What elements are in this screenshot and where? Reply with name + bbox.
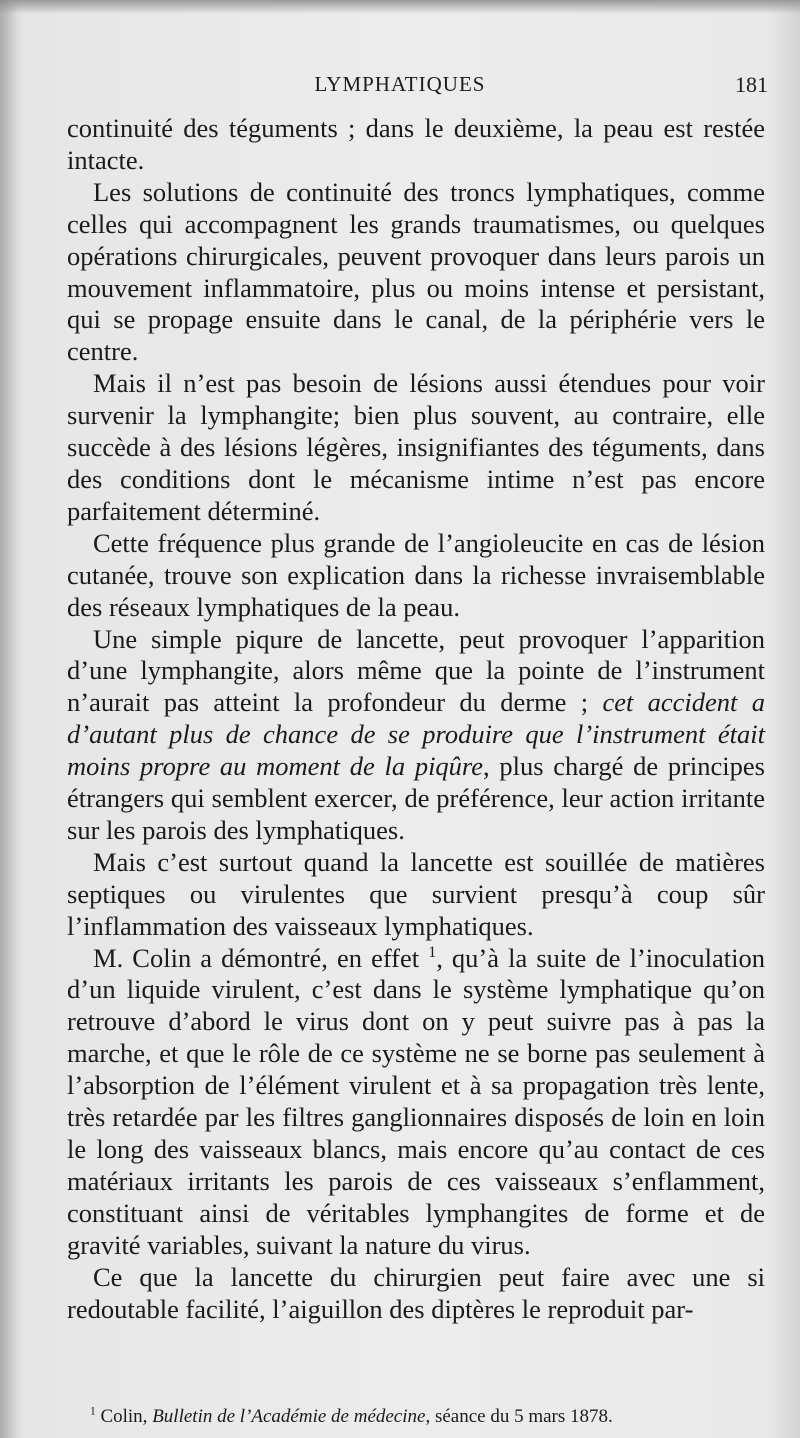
paragraph-text: M. Colin a démontré, en effet: [93, 942, 429, 973]
paragraph-dipteres: Ce que la lancette du chirurgien peut faire avec une si redoutable facilité, l’aiguillon des diptères le reproduit par-: [67, 1261, 765, 1324]
footnote-mark: 1: [90, 1405, 96, 1418]
paragraph-text: , qu’à la suite de l’inoculation d’un liquide virulent, c’est dans le système lymphatique qu’on retrouve d’abord le virus dont on y peut suivre pas à pas la marche, et que le rôle de ce système ne se borne pas seulement à l’absorption de l’élément virulent et à sa propagation très lente, très retardée par les filtres ganglionnaires disposés de loin en loin le long des vaisseaux blancs, mais encore qu’au contact de ces matériaux irritants les parois de ces vaisseaux s’enflamment, constituant ainsi de véritables lymphangites de forme et de gravité variables, suivant la nature du virus.: [67, 942, 766, 1260]
paragraph-colin: [67, 943, 765, 1262]
paragraph-continuation: continuité des téguments ; dans le deuxième, la peau est restée intacte.: [67, 113, 765, 175]
paragraph-text: , plus chargé de principes étrangers qui semblent exercer, de préférence, leur action irritante sur les parois des lymphatiques.: [67, 751, 765, 845]
scan-shadow-top: [0, 0, 800, 14]
footnote-reference: 1: [428, 943, 437, 961]
paragraph-piqure-lancette: [67, 624, 765, 847]
scan-shadow-left: [0, 0, 18, 1438]
footnote-journal: Bulletin de l’Académie de médecine: [152, 1406, 426, 1427]
footnote-author: Colin,: [100, 1406, 153, 1427]
footnote: [90, 1404, 770, 1430]
paragraph-text: Une simple piqure de lancette, peut provoquer l’apparition d’une lymphangite, alors même que la pointe de l’instrument n’aurait pas atteint la profondeur du derme ;: [67, 623, 765, 718]
paragraph-lancette-souillee: Mais c’est surtout quand la lancette est souillée de matières septiques ou virulentes que survient presqu’à coup sûr l’inflammation des vaisseaux lymphatiques.: [67, 846, 765, 941]
running-title: LYMPHATIQUES: [314, 72, 486, 96]
page-number: 181: [735, 72, 768, 97]
running-head: [0, 72, 800, 106]
body-text: [67, 113, 765, 1325]
italic-passage: cet accident a d’autant plus de chance de se produire que l’instrument était moins propre au moment de la piqûre: [67, 687, 765, 782]
footnote-details: , séance du 5 mars 1878.: [425, 1406, 613, 1427]
paragraph-frequence: Cette fréquence plus grande de l’angioleucite en cas de lésion cutanée, trouve son explication dans la richesse invraisemblable des réseaux lymphatiques de la peau.: [67, 527, 765, 622]
paragraph-solutions-continuite: Les solutions de continuité des troncs lymphatiques, comme celles qui accompagnent les grands traumatismes, ou quelques opérations chirurgicales, peuvent provoquer dans leurs parois un mouvement inflammatoire, plus ou moins intense et persistant, qui se propage ensuite dans le canal, de la périphérie vers le centre.: [67, 176, 765, 367]
paragraph-lesions-etendues: Mais il n’est pas besoin de lésions aussi étendues pour voir survenir la lymphangite; bien plus souvent, au contraire, elle succède à des lésions légères, insignifiantes des téguments, dans des conditions dont le mécanisme intime n’est pas encore parfaitement déterminé.: [67, 368, 765, 526]
